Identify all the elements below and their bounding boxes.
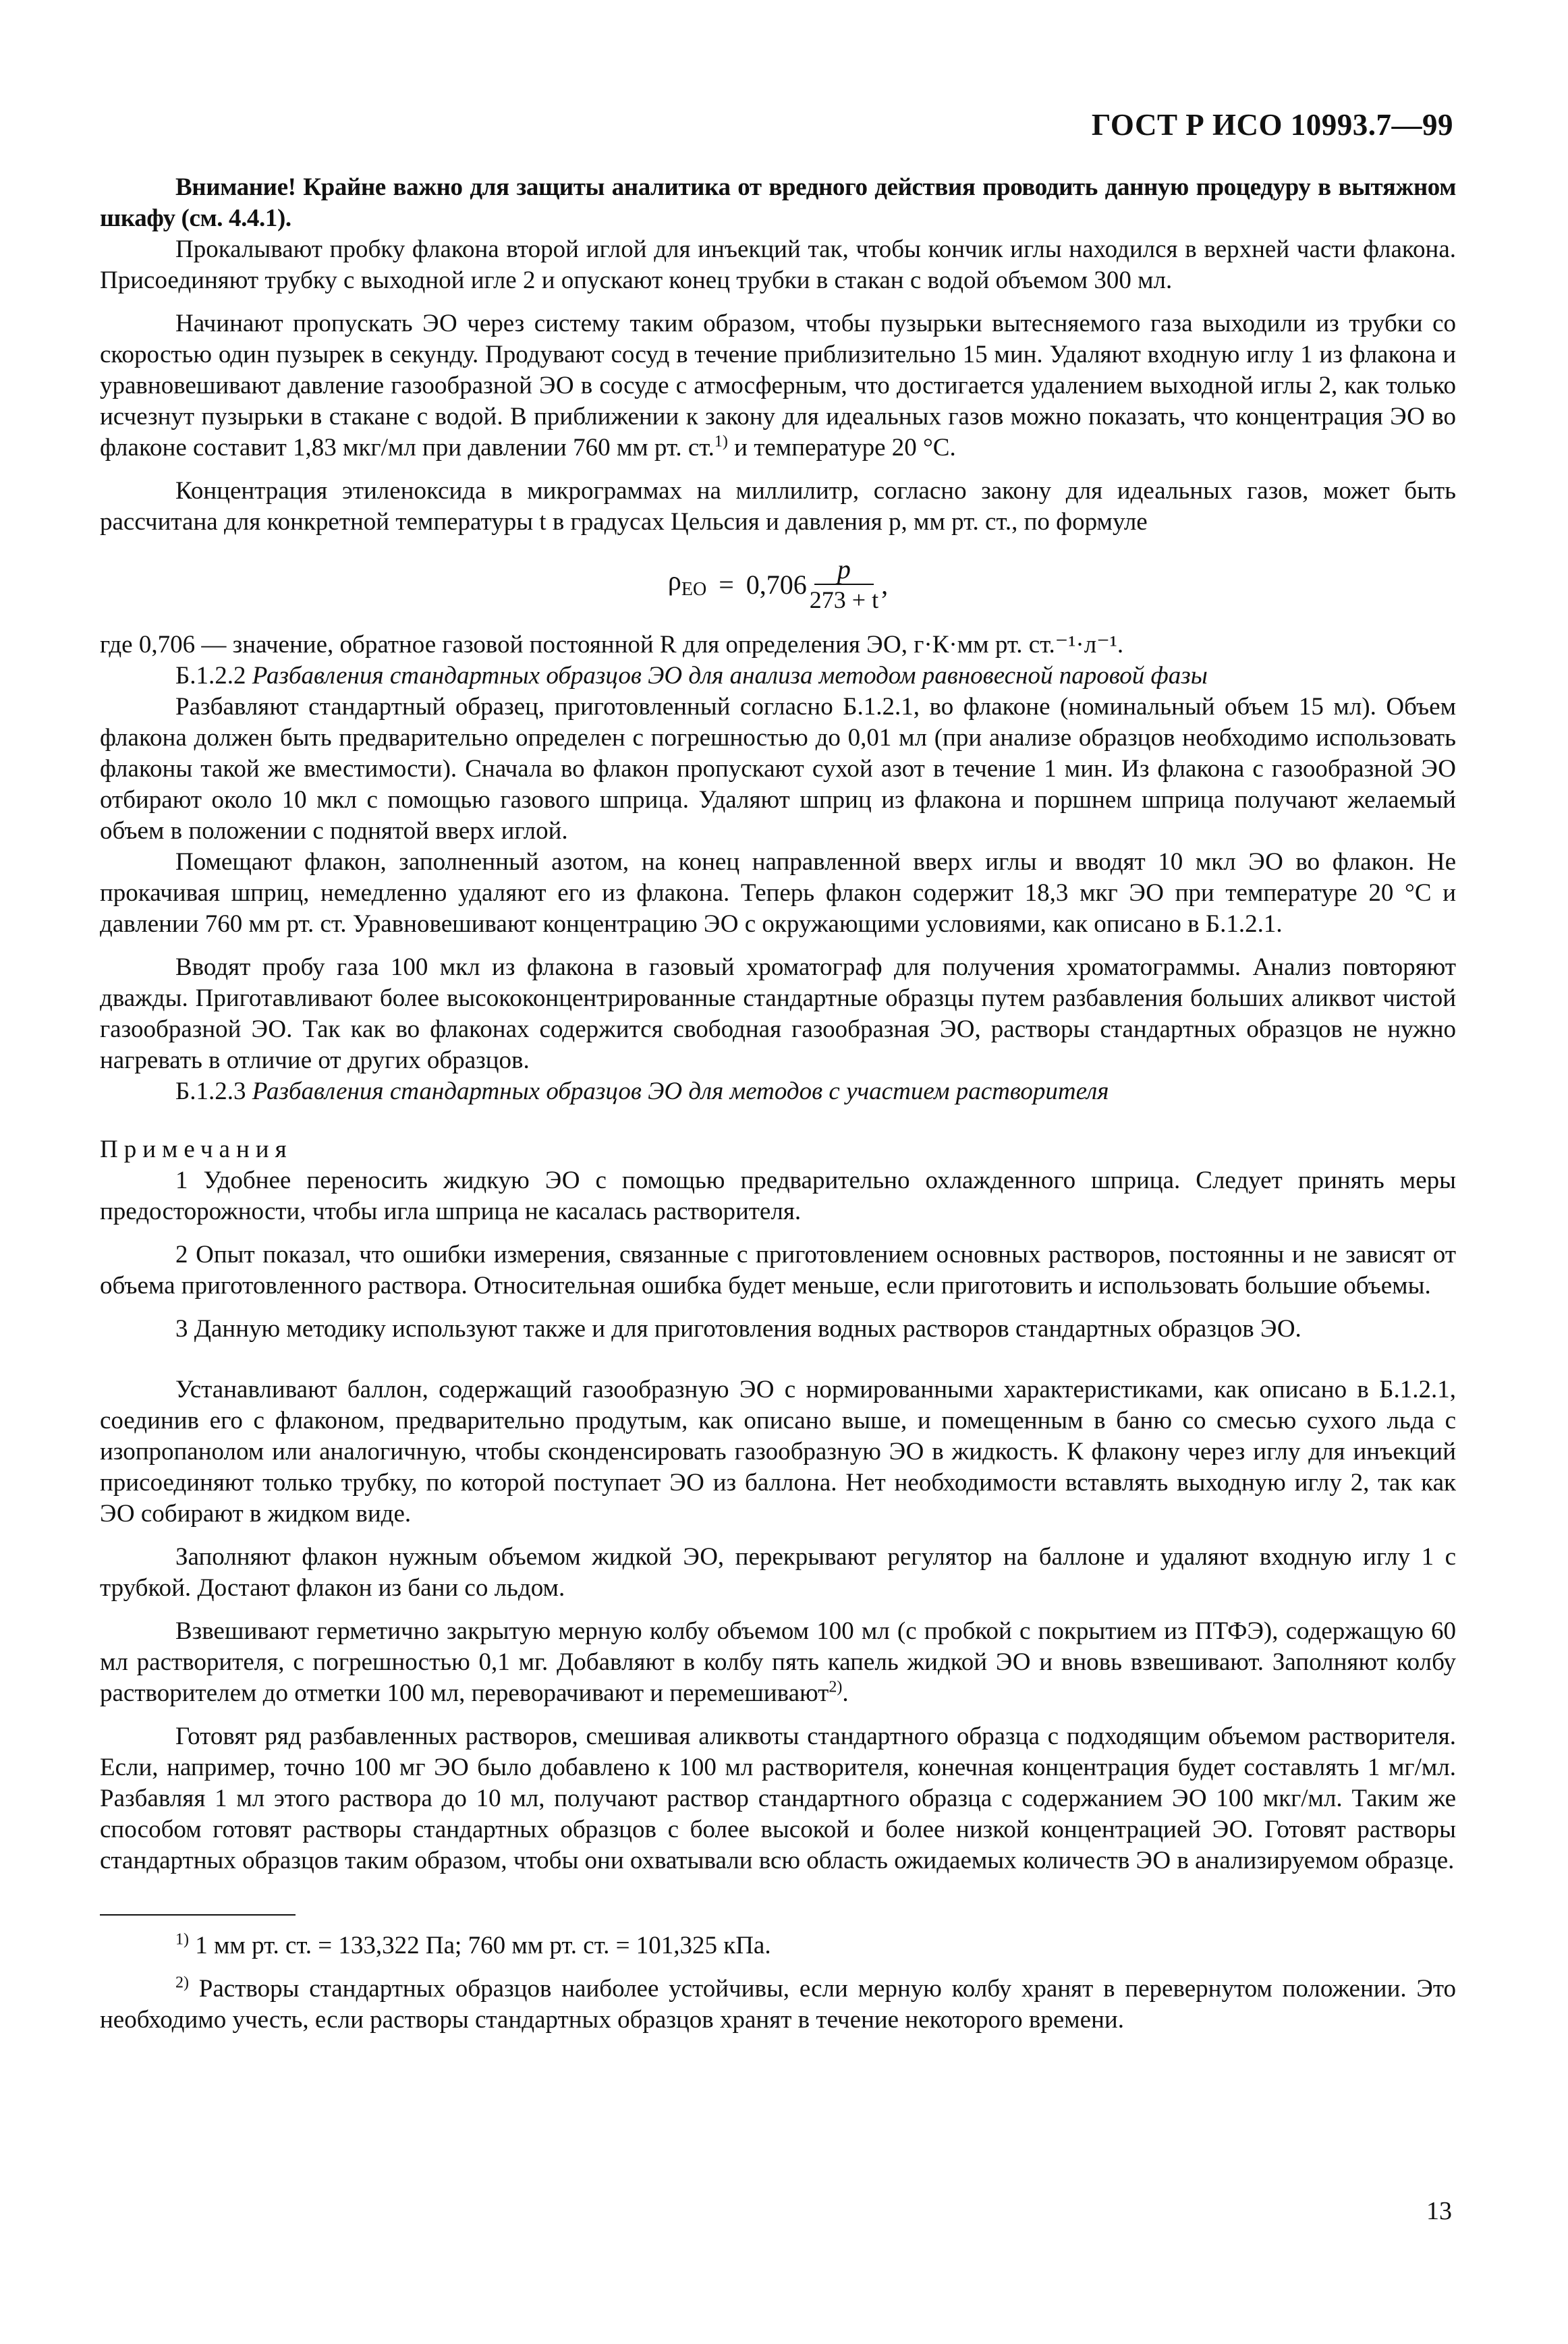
paragraph-2	[100, 308, 1456, 464]
footnote-ref-1: 1)	[714, 432, 728, 451]
section-b122-heading	[100, 661, 1456, 692]
paragraph-10: Готовят ряд разбавленных растворов, смешивая аликвоты стандартного образца с подходящим объемом растворителя. Если, например, точно 100 мг ЭО было добавлено к 100 мл растворителя, конечная концентрация будет составлять 1 мг/мл. Разбавляя 1 мл этого раствора до 10 мл, получают раствор стандартного образца с содержанием ЭО 100 мкг/мл. Таким же способом готовят растворы стандартных образцов с более высокой и более низкой концентрацией ЭО. Готовят растворы стандартных образцов таким образом, чтобы они охватывали всю область ожидаемых количеств ЭО в анализируемом образце.	[100, 1723, 1456, 1874]
paragraph-9-end: .	[842, 1679, 849, 1707]
paragraph-9	[100, 1616, 1456, 1709]
paragraph-1: Прокалывают пробку флакона второй иглой для инъекций так, чтобы кончик иглы находился в верхней части флакона. Присоединяют трубку с выходной игле 2 и опускают конец трубки в стакан с водой объемом 300 мл.	[100, 235, 1456, 294]
formula	[100, 555, 1456, 615]
paragraph-5: Помещают флакон, заполненный азотом, на конец направленной вверх иглы и вводят 10 мкл ЭО во флакон. Не прокачивая шприц, немедленно удаляют его из флакона. Теперь флакон содержит 18,3 мкг ЭО при температуре 20 °С и давлении 760 мм рт. ст. Уравновешивают концентрацию ЭО с окружающими условиями, как описано в Б.1.2.1.	[100, 848, 1456, 938]
note-3: 3 Данную методику используют также и для приготовления водных растворов стандартных образцов ЭО.	[175, 1315, 1301, 1343]
section-b123-number: Б.1.2.3	[175, 1078, 246, 1105]
notes-title: Примечания	[100, 1136, 293, 1163]
formula-subscript: EO	[681, 578, 707, 600]
section-b122-title: Разбавления стандартных образцов ЭО для анализа методом равновесной паровой фазы	[252, 662, 1208, 690]
formula-equals: =	[719, 569, 734, 600]
paragraph-6: Вводят пробу газа 100 мкл из флакона в газовый хроматограф для получения хроматограммы. Анализ повторяют дважды. Приготавливают более высококонцентрированные стандартные образцы путем разбавления больших аликвот чистой газообразной ЭО. Так как во флаконах содержится свободная газообразная ЭО, растворы стандартных образцов не нужно нагревать в отличие от других образцов.	[100, 953, 1456, 1074]
section-b122-number: Б.1.2.2	[175, 662, 246, 690]
note-2: 2 Опыт показал, что ошибки измерения, связанные с приготовлением основных растворов, постоянны и не зависят от объема приготовленного раствора. Относительная ошибка будет меньше, если приготовить и использовать большие объемы.	[100, 1241, 1456, 1300]
document-body	[100, 172, 1456, 2036]
standard-header: ГОСТ Р ИСО 10993.7—99	[1091, 108, 1453, 142]
formula-fraction	[810, 555, 878, 615]
footnote-ref-2: 2)	[829, 1678, 843, 1696]
footnote-divider	[100, 1914, 296, 1916]
warning-paragraph: Внимание! Крайне важно для защиты аналитика от вредного действия проводить данную процедуру в вытяжном шкафу (см. 4.4.1).	[100, 173, 1456, 232]
formula-lhs	[668, 565, 706, 605]
footnote-1-mark: 1)	[175, 1930, 189, 1949]
page-number: 13	[1426, 2197, 1452, 2225]
where-paragraph: где 0,706 — значение, обратное газовой постоянной R для определения ЭО, г·К·мм рт. ст.⁻¹·л⁻¹.	[100, 631, 1124, 659]
paragraph-8: Заполняют флакон нужным объемом жидкой ЭО, перекрывают регулятор на баллоне и удаляют входную иглу 1 с трубкой. Достают флакон из бани со льдом.	[100, 1543, 1456, 1602]
footnote-2-text: Растворы стандартных образцов наиболее устойчивы, если мерную колбу хранят в перевернутом положении. Это необходимо учесть, если растворы стандартных образцов хранят в течение некоторого времени.	[100, 1975, 1456, 2034]
paragraph-2-tail: и температуре 20 °С.	[727, 434, 956, 462]
footnote-2	[100, 1974, 1456, 2036]
formula-denominator: 273 + t	[809, 586, 879, 613]
paragraph-3: Концентрация этиленоксида в микрограммах на миллилитр, согласно закону для идеальных газов, может быть рассчитана для конкретной температуры t в градусах Цельсия и давления p, мм рт. ст., по формуле	[100, 477, 1456, 536]
paragraph-7: Устанавливают баллон, содержащий газообразную ЭО с нормированными характеристиками, как описано в Б.1.2.1, соединив его с флаконом, предварительно продутым, как описано выше, и помещенным в баню со смесью сухого льда с изопропанолом или аналогичную, чтобы сконденсировать газообразную ЭО в жидкость. К флакону через иглу для инъекций присоединяют только трубку, по которой поступает ЭО из баллона. Нет необходимости вставлять выходную иглу 2, так как ЭО собирают в жидком виде.	[100, 1376, 1456, 1528]
paragraph-9-text: Взвешивают герметично закрытую мерную колбу объемом 100 мл (с пробкой с покрытием из ПТФЭ), содержащую 60 мл растворителя, с погрешностью 0,1 мг. Добавляют в колбу пять капель жидкой ЭО и вновь взвешивают. Заполняют колбу растворителем до отметки 100 мл, переворачивают и перемешивают	[100, 1617, 1456, 1707]
footnote-1	[100, 1930, 1456, 1961]
footnote-1-text: 1 мм рт. ст. = 133,322 Па; 760 мм рт. ст. = 101,325 кПа.	[189, 1932, 771, 1959]
formula-rho: ρ	[667, 565, 681, 596]
formula-numerator: p	[814, 555, 874, 585]
formula-coefficient: 0,706	[746, 569, 807, 600]
footnote-2-mark: 2)	[175, 1974, 189, 1992]
formula-tail: ,	[881, 569, 889, 600]
note-1: 1 Удобнее переносить жидкую ЭО с помощью предварительно охлажденного шприца. Следует принять меры предосторожности, чтобы игла шприца не касалась растворителя.	[100, 1167, 1456, 1225]
section-b123-title: Разбавления стандартных образцов ЭО для методов с участием растворителя	[252, 1078, 1109, 1105]
section-b123-heading	[100, 1076, 1456, 1107]
paragraph-4: Разбавляют стандартный образец, приготовленный согласно Б.1.2.1, во флаконе (номинальный объем 15 мл). Объем флакона должен быть предварительно определен с погрешностью до 0,01 мл (при анализе образцов необходимо использовать флаконы такой же вместимости). Сначала во флакон пропускают сухой азот в течение 1 мин. Из флакона с газообразной ЭО отбирают около 10 мкл с помощью газового шприца. Удаляют шприц из флакона и поршнем шприца получают желаемый объем в положении с поднятой вверх иглой.	[100, 693, 1456, 845]
paragraph-2-text: Начинают пропускать ЭО через систему таким образом, чтобы пузырьки вытесняемого газа выходили из трубки со скоростью один пузырек в секунду. Продувают сосуд в течение приблизительно 15 мин. Удаляют входную иглу 1 из флакона и уравновешивают давление газообразной ЭО в сосуде с атмосферным, что достигается удалением выходной иглы 2, как только исчезнут пузырьки в стакане с водой. В приближении к закону для идеальных газов можно показать, что концентрация ЭО во флаконе составит 1,83 мкг/мл при давлении 760 мм рт. ст.	[100, 310, 1456, 462]
